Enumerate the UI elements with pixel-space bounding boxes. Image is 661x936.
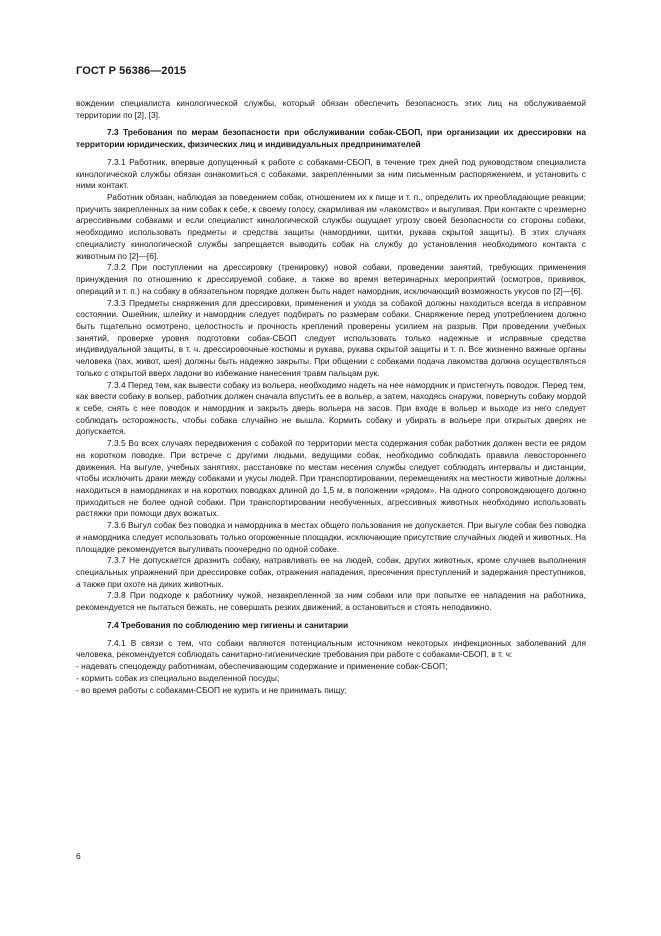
paragraph-7-3-8: 7.3.8 При подходе к работнику чужой, незакрепленной за ним собаки или при попытке ее нападения на работника, рекомендуется не пытаться бежать, не совершать резких движений, а остановиться и стоять неподвижно. — [76, 590, 586, 613]
page-number: 6 — [76, 851, 81, 861]
list-item: - во время работы с собаками-СБОП не курить и не принимать пищу; — [76, 684, 347, 695]
standard-header: ГОСТ Р 56386—2015 — [76, 65, 187, 77]
paragraph-7-3-3: 7.3.3 Предметы снаряжения для дрессировки, применения и ухода за собакой должны находиться всегда в исправном состоянии. Ошейник, шлейку и намордник следует подбирать по размерам собаки. Снаряжение перед употреблением должно быть тщательно осмотрено, целостность и прочность креплений проверены усилием на разрыв. При проведении учебных занятий, проверке уровня подготовки собак-СБОП следует использовать только надежные и исправные средства индивидуальной защиты, в т. ч. дрессировочные костюмы и рукава, рукава скрытой защиты и т. п. Все жизненно важные органы человека (пах, живот, шея) должны быть надежно закрыты. При общении с собаками подача лакомства должна осуществляться только с открытой вверх ладони во избежание нанесения травм пальцам рук. — [76, 297, 586, 378]
paragraph-7-3-4: 7.3.4 Перед тем, как вывести собаку из вольера, необходимо надеть на нее намордник и пристегнуть поводок. Перед тем, как ввести собаку в вольер, работник должен сначала впустить ее в вольер, а затем, находясь снаружи, повернуть собаку мордой к себе, снять с нее поводок и намордник и закрыть дверь вольера на засов. При входе в вольер и выходе из него следует соблюдать осторожность, чтобы собака случайно не вышла. Кормить собаку и убирать в вольере при открытых дверях не допускается. — [76, 379, 586, 437]
section-heading-7-4: 7.4 Требования по соблюдению мер гигиены и санитарии — [107, 619, 349, 630]
paragraph-worker-obliged: Работник обязан, наблюдая за поведением собак, отношением их к пище и т. п., определить их преобладающие реакции; приучить закрепленных за ним собак к себе, к своему голосу, скармливая им «лакомство» и выгуливая. При контакте с чрезмерно агрессивными собаками и если специалист кинологической службы ощущает угрозу своей безопасности со стороны собаки, необходимо использовать предметы и средства защиты (намордники, щитки, рукава скрытой защиты). В этих случаях специалисту кинологической службы запрещается выводить собак на службу до установления необходимого контакта с животным по [2]—[6]. — [76, 192, 586, 261]
section-heading-7-3: 7.3 Требования по мерам безопасности при обслуживании собак-СБОП, при организации их дрессировки на территории юридических, физических лиц и индивидуальных предпринимателей — [76, 127, 586, 150]
list-item: - кормить собак из специально выделенной посуды; — [76, 672, 280, 683]
paragraph-7-3-5: 7.3.5 Во всех случаях передвижения с собакой по территории места содержания собак работник должен вести ее рядом на коротком поводке. При встрече с другими людьми, ведущими собак, необходимо соблюдать правила левостороннего движения. На выгуле, учебных занятиях, расстановке по местам несения службы следует соблюдать интервалы и дистанции, чтобы исключить драки между собаками и укусы людей. При транспортировании, перемещениях на местности животные должны находиться в намордниках и на коротких поводках длиной до 1,5 м, в положении «рядом». На одного сопровождающего должно приходиться не более одной собаки. При транспортировании необученных, агрессивных животных необходимо использовать растяжки при помощи двух вожатых. — [76, 438, 586, 519]
paragraph-7-3-7: 7.3.7 Не допускается дразнить собаку, натравливать ее на людей, собак, других животных, кроме случаев выполнения специальных упражнений при дрессировке собак, отражения нападения, пресечения преступлений и задержания преступников, а также при охоте на диких животных. — [76, 555, 586, 589]
paragraph-7-3-2: 7.3.2 При поступлении на дрессировку (тренировку) новой собаки, проведении занятий, требующих применения принуждения по отношению к дрессируемой собаке, а также во время ветеринарных мероприятий (осмотров, прививок, операций и т. п.) на собаку в обязательном порядке должен быть надет намордник, исключающий возможность укусов по [2]—[6]. — [76, 262, 586, 296]
paragraph-7-3-1: 7.3.1 Работник, впервые допущенный к работе с собаками-СБОП, в течение трех дней под руководством специалиста кинологической службы обязан ознакомиться с собаками, закрепленными за ним письменным распоряжением, и установить с ними контакт. — [76, 156, 586, 191]
paragraph-intro: вождении специалиста кинологической службы, который обязан обеспечить безопасность этих лиц на обслуживаемой территории по [2], [3]. — [76, 98, 586, 120]
paragraph-7-3-6: 7.3.6 Выгул собак без поводка и намордника в местах общего пользования не допускается. При выгуле собак без поводка и намордника следует использовать только огороженные площадки, исключающие присутствие случайных людей и животных. На площадке рекомендуется выгуливать поочередно по одной собаке. — [76, 520, 586, 554]
paragraph-7-4-1: 7.4.1 В связи с тем, что собаки являются потенциальным источником некоторых инфекционных заболеваний для человека, рекомендуется соблюдать санитарно-гигиенические требования при работе с собаками-СБОП, в т. ч: — [76, 637, 586, 660]
page-body — [76, 98, 586, 696]
list-item: - надевать спецодежду работникам, обеспечивающим содержание и применение собак-СБОП; — [76, 661, 448, 672]
